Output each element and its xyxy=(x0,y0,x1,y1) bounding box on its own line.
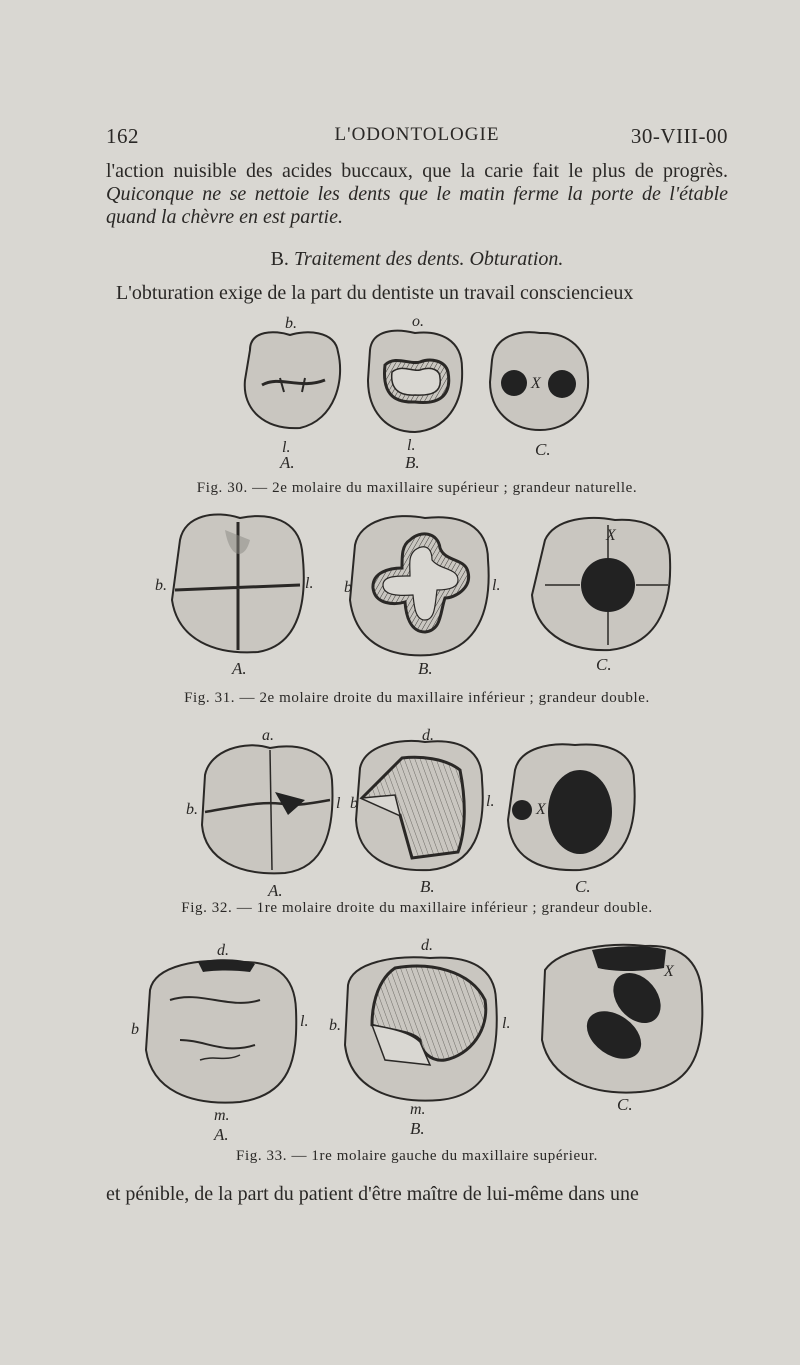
fig32-label-b2: b xyxy=(350,795,358,812)
fig33-caption: Fig. 33. — 1re molaire gauche du maxillaire supérieur. xyxy=(236,1148,598,1164)
fig33-tooth-a xyxy=(146,959,296,1102)
issue-date: 30-VIII-00 xyxy=(630,124,728,148)
journal-title: L'ODONTOLOGIE xyxy=(334,124,500,145)
fig31-label-C: C. xyxy=(596,655,612,674)
fig32-tooth-c xyxy=(508,744,635,870)
fig32-label-l1: l xyxy=(336,795,341,812)
paragraph-obturation: L'obturation exige de la part du dentiste un travail consciencieux xyxy=(116,282,634,304)
fig33-label-d2: d. xyxy=(421,937,433,954)
fig32-label-C: C. xyxy=(575,877,591,896)
fig30-label-C: C. xyxy=(535,440,551,459)
fig30-tooth-a xyxy=(245,332,340,428)
fig30-label-l2: l. xyxy=(407,437,416,454)
fig32-caption: Fig. 32. — 1re molaire droite du maxillaire inférieur ; grandeur double. xyxy=(181,900,653,916)
fig33-filling-top xyxy=(592,946,666,971)
fig32-tooth-b xyxy=(356,741,483,870)
fig33-tooth-b xyxy=(345,957,497,1100)
fig31-label-b2: b xyxy=(344,579,352,596)
fig32-filling-large xyxy=(548,770,612,854)
fig32-label-b1: b. xyxy=(186,801,198,818)
fig32-tooth-a xyxy=(202,745,332,873)
fig33-label-b2: b. xyxy=(329,1017,341,1034)
fig32-label-A: A. xyxy=(268,881,283,900)
fig31-label-B: B. xyxy=(418,659,433,678)
fig31-label-l2: l. xyxy=(492,577,501,594)
fig31-label-A: A. xyxy=(232,659,247,678)
fig32-label-B: B. xyxy=(420,877,435,896)
paragraph-intro-normal: l'action nuisible des acides buccaux, que la carie fait le plus de progrès. xyxy=(106,160,728,182)
fig31-label-x: X xyxy=(606,527,616,544)
fig30-caption: Fig. 30. — 2e molaire du maxillaire supérieur ; grandeur naturelle. xyxy=(196,480,638,496)
fig31-label-b1: b. xyxy=(155,577,167,594)
fig30-filling-right xyxy=(548,370,576,398)
paragraph-intro-italic: Quiconque ne se nettoie les dents que le matin ferme la porte de l'étable quand la chèvre en est partie. xyxy=(106,183,728,228)
section-title-text: Traitement des dents. Obturation. xyxy=(293,248,564,270)
fig31-label-l1: l. xyxy=(305,575,314,592)
fig30-label-b: b. xyxy=(285,315,297,332)
fig30-label-B: B. xyxy=(405,453,420,472)
fig33-label-A: A. xyxy=(214,1125,229,1144)
fig33-label-l2: l. xyxy=(502,1015,511,1032)
fig31-filling xyxy=(581,558,635,612)
fig30-label-A: A. xyxy=(280,453,295,472)
section-prefix: B. xyxy=(270,248,289,270)
fig32-label-l2: l. xyxy=(486,793,495,810)
fig33-label-d1: d. xyxy=(217,942,229,959)
fig30-label-l1: l. xyxy=(282,439,291,456)
fig30-label-x: X xyxy=(531,375,541,392)
fig31-tooth-c xyxy=(532,518,670,650)
fig31-tooth-b xyxy=(350,516,489,655)
fig33-tooth-c xyxy=(542,945,702,1093)
fig33-label-x: X xyxy=(664,963,674,980)
fig33-label-b1: b xyxy=(131,1021,139,1038)
fig31-caption: Fig. 31. — 2e molaire droite du maxillaire inférieur ; grandeur double. xyxy=(184,690,650,706)
paragraph-continuation: et pénible, de la part du patient d'être maître de lui-même dans une xyxy=(106,1183,639,1205)
fig33-label-C: C. xyxy=(617,1095,633,1114)
fig33-label-B: B. xyxy=(410,1119,425,1138)
page-number: 162 xyxy=(106,124,139,148)
fig32-filling-small xyxy=(512,800,532,820)
fig32-label-a: a. xyxy=(262,727,274,744)
fig33-label-m1: m. xyxy=(214,1107,230,1124)
fig30-label-o: o. xyxy=(412,313,424,330)
fig33-label-l1: l. xyxy=(300,1013,309,1030)
fig30-tooth-b xyxy=(368,331,462,432)
fig32-label-x: X xyxy=(536,801,546,818)
fig33-label-m2: m. xyxy=(410,1101,426,1118)
fig31-tooth-a xyxy=(172,514,304,652)
fig30-filling-left xyxy=(501,370,527,396)
fig32-label-d: d. xyxy=(422,727,434,744)
